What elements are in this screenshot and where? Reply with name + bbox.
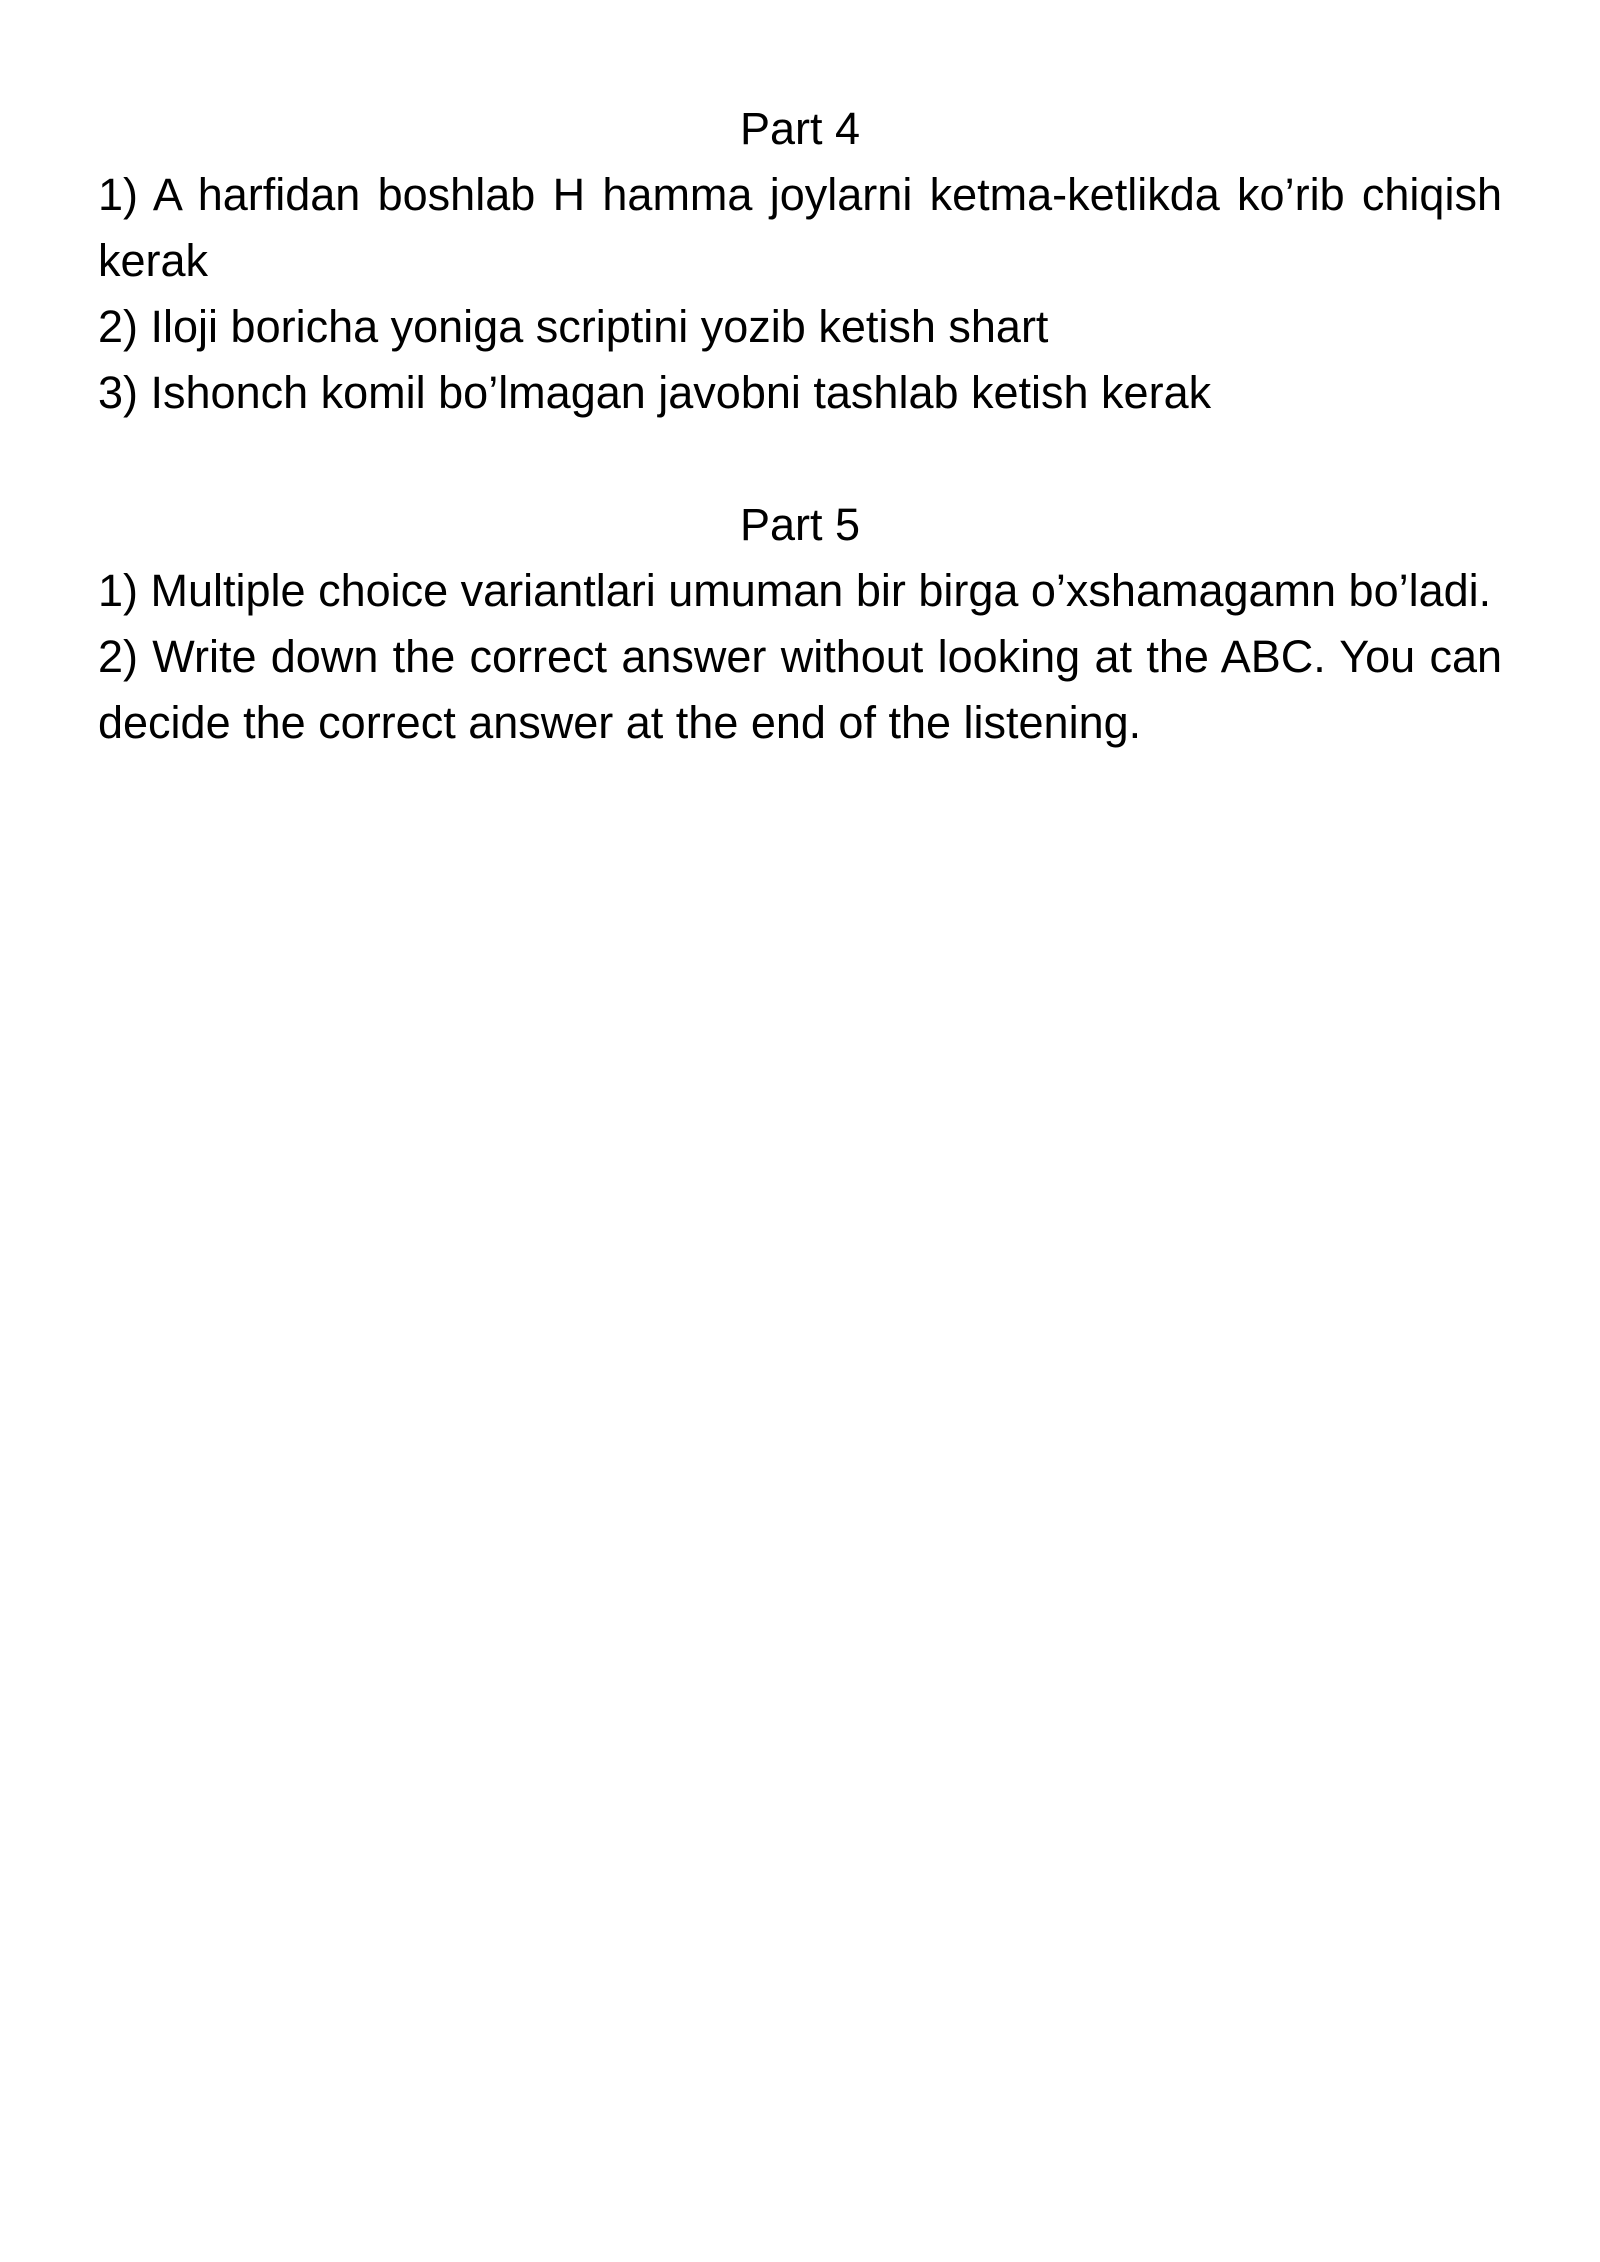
- list-item: 1) Multiple choice variantlari umuman bir birga o’xshamagamn bo’ladi.: [98, 565, 1492, 616]
- section-part-4: [98, 96, 1502, 426]
- list-item: 3) Ishonch komil bo’lmagan javobni tashlab ketish kerak: [98, 367, 1212, 418]
- list-item: 2) Iloji boricha yoniga scriptini yozib ketish shart: [98, 301, 1049, 352]
- section-title: Part 5: [739, 499, 861, 550]
- section-title: Part 4: [739, 103, 861, 154]
- list-item: 1) A harfidan boshlab H hamma joylarni ketma-ketlikda ko’rib chiqish kerak: [98, 169, 1502, 286]
- section-part-5: [98, 492, 1502, 756]
- list-item: 2) Write down the correct answer without looking at the ABC. You can decide the correct answer at the end of the listening.: [98, 631, 1502, 748]
